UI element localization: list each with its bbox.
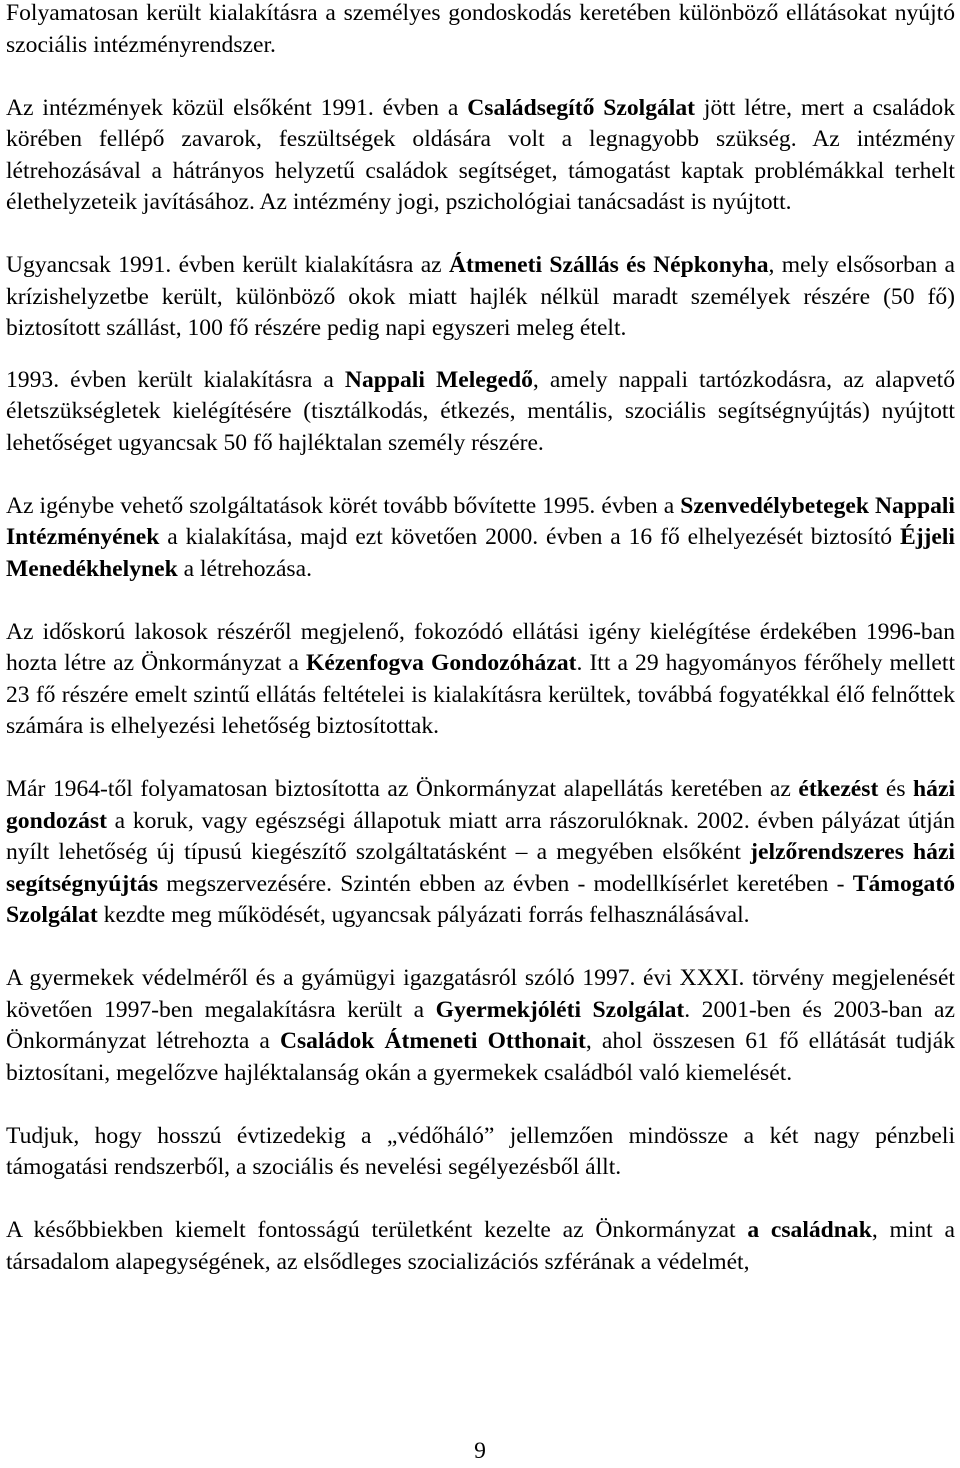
text-segment: és — [878, 776, 914, 802]
paragraph-csaladnak — [6, 1215, 955, 1278]
institution-name: Szenvedélybetegek Nappali Intézményének — [6, 492, 955, 550]
text-segment: , mely elsősorban a krízishelyzetbe került, különböző okok miatt hajlék nélkül maradt személyek részére (50 fő) biztosított szállást, 100 fő részére pedig napi egyszeri meleg ételt. — [6, 252, 956, 341]
institution-name: Családsegítő Szolgálat — [467, 94, 696, 121]
institution-name: Gyermekjóléti Szolgálat — [435, 996, 685, 1023]
text-segment: Már 1964-től folyamatosan biztosította az Önkormányzat alapellátás keretében az — [6, 776, 799, 802]
text-segment: . 2001-ben és 2003-ban az Önkormányzat létrehozta a — [6, 996, 955, 1054]
paragraph-vedohalo — [6, 1121, 955, 1184]
document-page — [6, 0, 955, 1278]
text-segment: Az igénybe vehető szolgáltatások körét tovább bővítette 1995. évben a — [6, 492, 681, 519]
text-segment: , ahol összesen 61 fő ellátását tudják biztosítani, megelőzve hajléktalanság okán a gyermekek családból való kiemelését. — [6, 1028, 955, 1086]
text-segment: Folyamatosan került kialakításra a személyes gondoskodás keretében különböző ellátásokat nyújtó szociális intézményrendszer. — [6, 0, 955, 58]
service-name: házi gondozást — [6, 776, 955, 834]
text-segment: , mint a társadalom alapegységének, az elsődleges szocializációs szférának a védelmét, — [6, 1217, 955, 1275]
text-segment: megszervezésére. Szintén ebben az évben - modellkísérlet keretében - — [158, 870, 853, 897]
text-segment: A későbbiekben kiemelt fontosságú területként kezelte az Önkormányzat — [6, 1217, 748, 1243]
institution-name: Éjjeli Menedékhelynek — [6, 524, 955, 582]
institution-name: Átmeneti Szállás és Népkonyha — [448, 252, 769, 278]
text-segment: kezdte meg működését, ugyancsak pályázati forrás felhasználásával. — [97, 902, 750, 928]
paragraph-csaladsegito — [6, 93, 955, 219]
institution-name: Családok Átmeneti Otthonait — [279, 1028, 586, 1054]
emphasis: a családnak — [747, 1217, 872, 1243]
paragraph-atmeneti-szallas — [6, 250, 955, 345]
text-segment: . Itt a 29 hagyományos férőhely mellett 23 fő részére emelt szintű ellátás feltételei is kialakításra kerültek, továbbá fogyatékkal élő felnőttek számára is elhelyezési lehetőség biztosítottak. — [6, 650, 955, 739]
text-segment: Ugyancsak 1991. évben került kialakításra az — [6, 252, 449, 278]
text-segment: a létrehozása. — [177, 555, 312, 582]
text-segment: jött létre, mert a családok körében fellépő zavarok, feszültségek oldására volt a legnagyobb szükség. Az intézmény létrehozásával a hátrányos helyzetű családok segítséget, támogatást kaptak problémákkal terhelt élethelyzeteik javításához. Az intézmény jogi, pszichológiai tanácsadást is nyújtott. — [6, 94, 955, 215]
institution-name: Kézenfogva Gondozóházat — [305, 650, 577, 676]
text-segment: a kialakítása, majd ezt követően 2000. évben a 16 fő elhelyezését biztosító — [159, 524, 900, 550]
service-name: Támogató Szolgálat — [6, 870, 955, 928]
text-segment: Az időskorú lakosok részéről megjelenő, fokozódó ellátási igény kielégítése érdekében 1996-ban hozta létre az Önkormányzat a — [6, 618, 955, 676]
paragraph-gyermekjoleti — [6, 963, 955, 1089]
text-segment: Tudjuk, hogy hosszú évtizedekig a „védőháló” jellemzően mindössze a két nagy pénzbeli támogatási rendszerből, a szociális és nevelési segélyezésből állt. — [6, 1122, 955, 1180]
text-segment: Az intézmények közül elsőként 1991. évben a — [6, 94, 468, 121]
paragraph-kezenfogva — [6, 617, 955, 743]
service-name: étkezést — [798, 776, 879, 802]
page-number: 9 — [474, 1438, 486, 1464]
text-segment: a koruk, vagy egészségi állapotuk miatt arra rászorulóknak. 2002. évben pályázat útján nyílt lehetőség új típusú kiegészítő szolgáltatásként – a megyében elsőként — [6, 807, 955, 865]
paragraph-etkezes-gondozas — [6, 774, 955, 932]
institution-name: Nappali Melegedő — [344, 366, 533, 393]
text-segment: A gyermekek védelméről és a gyámügyi igazgatásról szóló 1997. évi XXXI. törvény megjelenését követően 1997-ben megalakításra került a — [6, 965, 955, 1023]
paragraph-nappali-melegedo — [6, 365, 955, 460]
text-segment: 1993. évben került kialakításra a — [6, 366, 345, 393]
text-segment: , amely nappali tartózkodásra, az alapvető életszükségletek kielégítésére (tisztálkodás, étkezés, mentális, szociális segítségnyújtás) nyújtott lehetőséget ugyancsak 50 fő hajléktalan személy részére. — [6, 366, 955, 456]
paragraph-intro — [6, 0, 955, 61]
paragraph-szenvedelybetegek — [6, 491, 955, 586]
service-name: jelzőrendszeres házi segítségnyújtás — [6, 839, 955, 897]
